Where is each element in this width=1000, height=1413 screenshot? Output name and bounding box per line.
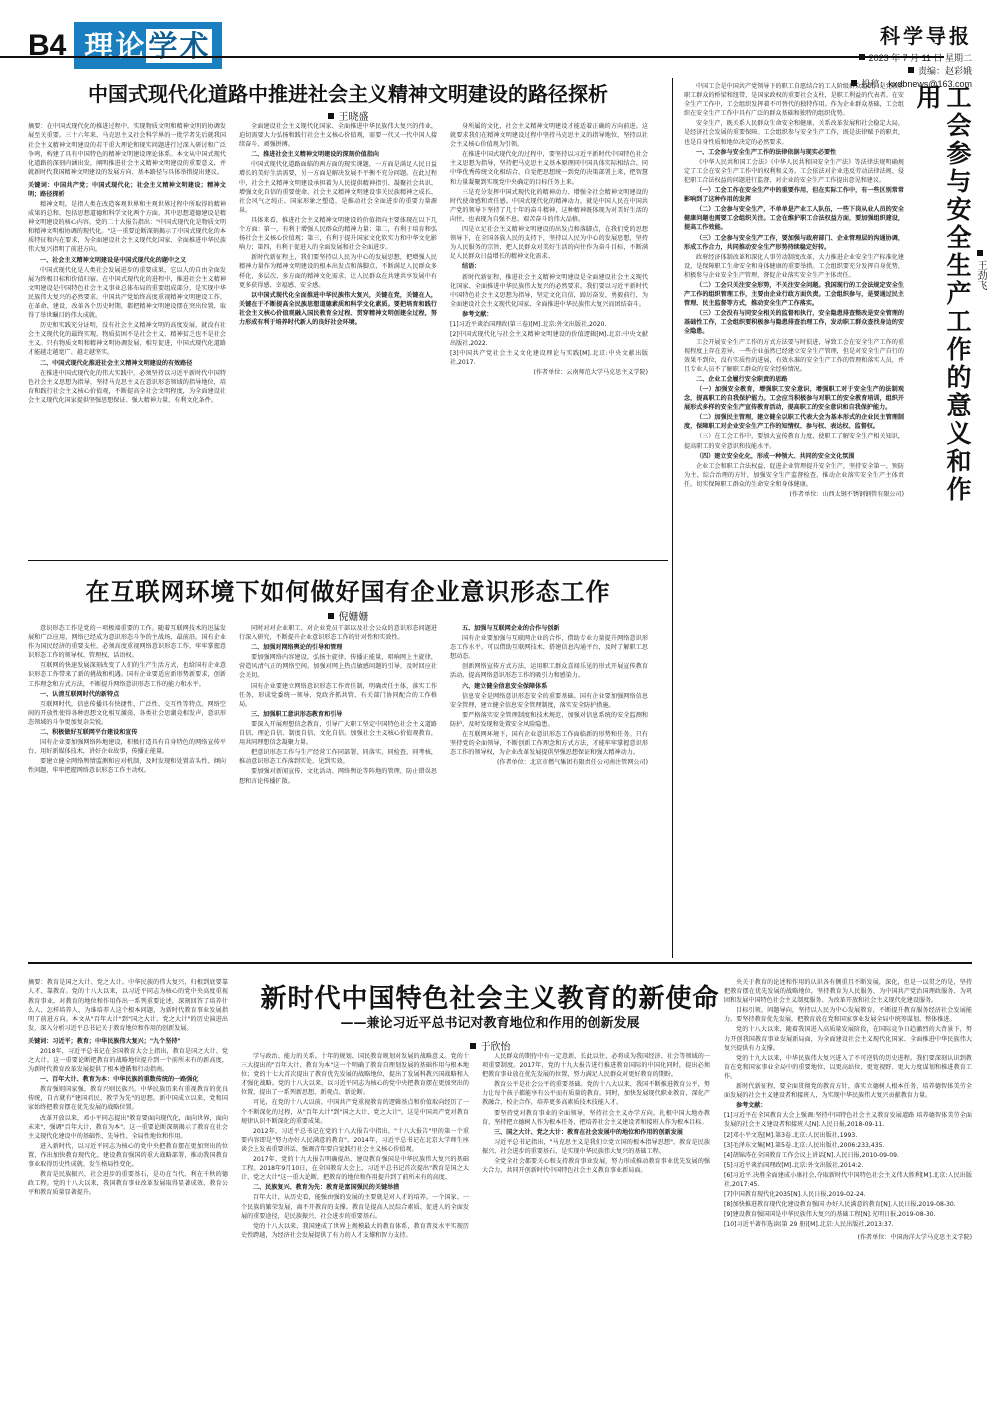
article1-abstract: 摘要：在中国式现代化的推进过程中，实现物质文明和精神文明的协调发展至关重要。三十六年来，马克思主义社会科学界的一批学者先后就我国社会主义精神文明建设的若干重大理论和现实问题进行过深入研讨和广泛争鸣，构建了具有中国特色的精神文明建设理论体系。本文从中国式现代化道路的深刻内涵出发，阐明推进社会主义精神文明建设的重要意义，并就新时代我国精神文明建设的发展方向、基本路径与具体举措提出建议。 bbox=[28, 123, 226, 177]
article4-byline bbox=[250, 1038, 730, 1053]
article3-byline bbox=[28, 608, 668, 623]
article4-column-2 bbox=[241, 1052, 469, 1390]
mail-text: 投稿：kxdbnews@163.com bbox=[861, 79, 972, 89]
article3-subhead: 五、加强与互联网企业的合作与创新 bbox=[462, 625, 560, 632]
article4-para: 进入新时代，以习近平同志为核心的党中央把教育摆在更加突出的位置，作出加快教育现代化、建设教育强国的重大战略部署，推动我国教育事业取得历史性成就、发生格局性变化。 bbox=[28, 1142, 228, 1168]
article2-para: 中国工会是中国共产党领导下的职工自愿结合的工人阶级群众组织，是党联系职工群众的桥梁和纽带，是国家政权的重要社会支柱，是职工利益的代表者。在安全生产工作中，工会组织发挥着不可替代的独特作用。作为企业群众基础，工会组织在安全生产工作中具有广泛的群众基础和独特的组织优势。 bbox=[684, 83, 904, 118]
article2-subhead: 二、企业工会履行安全职责的思路 bbox=[696, 375, 788, 383]
article2-title: 工会参与安全生产工作的意义和作用 bbox=[913, 84, 972, 504]
article4-para: 党的十八大以来，我国建成了世界上规模最大的教育体系，教育普及水平实现历史性跨越，为经济社会发展提供了有力的人才支撑和智力支持。 bbox=[241, 1222, 469, 1239]
article3-para: 要加强对新闻宣传、文化活动、网络舆论等阵地的管理，防止错误思想和言论传播扩散。 bbox=[239, 768, 437, 785]
article1-para: 历史和实践充分证明，没有社会主义精神文明的高度发展，就没有社会主义现代化的最终实现。物质贫困不是社会主义，精神贫乏也不是社会主义。只有物质文明和精神文明协调发展、相互促进，中国式现代化道路才能越走越宽广、越走越坚实。 bbox=[28, 322, 226, 357]
article2-subhead: （一）加强安全教育，增强职工安全意识，增强职工对于安全生产的法制观念，提高职工的自我保护能力。工会应当积极参与对职工的安全教育培训，组织开展形式多样的安全生产宣传教育活动，提高职工的安全意识和自我保护能力。 bbox=[684, 386, 904, 412]
article1-column-2 bbox=[239, 122, 437, 552]
page-mid-rule bbox=[28, 962, 972, 964]
article4-reference: [8]加快推进教育现代化建设教育强国 办好人民满意的教育[N].人民日报,2019-08-30. bbox=[724, 1201, 956, 1209]
article4-para: 2018年，习近平总书记在全国教育大会上指出，教育是国之大计、党之大计。这一重要论断把教育的战略地位提升到一个前所未有的新高度，为新时代教育改革发展提供了根本遵循和行动指南。 bbox=[28, 1047, 228, 1074]
article3-para: 在互联网环境下，国有企业意识形态工作面临新的形势和任务。只有坚持党的全面领导，不断创新工作理念和方式方法，才能牢牢掌握意识形态工作的领导权，为企业改革发展提供坚强思想保证和强大精神动力。 bbox=[450, 731, 648, 757]
article1-subhead: 二、中国式现代化推进社会主义精神文明建设的有效路径 bbox=[40, 359, 193, 367]
article3-para: 国有企业要建立网络意识形态工作责任制，明确责任主体，落实工作任务，形成党委统一领导、党政齐抓共管、有关部门协同配合的工作格局。 bbox=[239, 682, 437, 708]
masthead-editor bbox=[851, 65, 972, 78]
article4-subhead: 参考文献： bbox=[736, 1102, 767, 1110]
date-text: 2023 年 7 月 11 日 星期二 bbox=[868, 53, 972, 63]
article1-byline bbox=[28, 108, 668, 123]
article2-subhead: （三）工会没有与同安全相关的监督和执行，安全隐患排查整改是安全管理的基础性工作，工会组织要积极参与隐患排查治理工作，发动职工群众查找身边的安全隐患。 bbox=[684, 310, 904, 336]
article4-para: 全党全社会都要关心和支持教育事业发展，努力形成推动教育事业优先发展的强大合力，共同开创新时代中国特色社会主义教育事业新局面。 bbox=[482, 1158, 710, 1175]
article1-reference: [2]中国式现代化与社会主义精神文明建设的价值逻辑[M].北京:中央文献出版社,2022. bbox=[450, 331, 648, 348]
article1-subhead: 一、社会主义精神文明建设是中国式现代化的题中之义 bbox=[40, 256, 187, 264]
article2-para: 政府经济体制改革和深化人事劳动制度改革，大力推进企业安全生产标准化建设，是保障职工生命安全和身体健康的重要举措。工会组织要充分发挥自身优势，积极参与企业安全生产管理，督促企业落实安全生产主体责任。 bbox=[684, 253, 904, 279]
masthead-date bbox=[851, 52, 972, 65]
article2-byline bbox=[973, 250, 988, 290]
article4-para: 央关于教育的论述和作用的认识各有侧重且不断发展，深化，但是一以贯之的是，坚持把教育摆在优先发展的战略地位，坚持教育为人民服务、为中国共产党治国理政服务、为巩固和发展中国特色社会主义制度服务、为改革开放和社会主义现代化建设服务。 bbox=[724, 979, 972, 1005]
article1-column-1 bbox=[28, 122, 226, 552]
article4-para: 百年大计，从历史看，能强由强的发展的主要就是对人才的培养。一个国家、一个民族的繁荣发展，离不开教育的支撑。教育是提高人民综合素质、促进人的全面发展的重要途径，是民族振兴、社会进步的重要基石。 bbox=[241, 1194, 469, 1220]
article4-para: 2017年，党的十九大报告明确提出，建设教育强国是中华民族伟大复兴的基础工程。2018年9月10日，在全国教育大会上，习近平总书记首次提出"教育是国之大计、党之大计"这一重大论断，把教育的地位和作用提升到了前所未有的高度。 bbox=[241, 1156, 469, 1182]
article1-para: 新时代新征程上，我们要坚持以人民为中心的发展思想，把增强人民精神力量作为精神文明建设的根本出发点和落脚点，不断满足人民群众多样化、多层次、多方面的精神文化需求，让人民群众在共建共享发展中有更多获得感、幸福感、安全感。 bbox=[239, 254, 437, 289]
article4-reference: [1]习近平在全国教育大会上强调:坚持中国特色社会主义教育发展道路 培养德智体美劳全面发展的社会主义建设者和接班人[N].人民日报,2018-09-11. bbox=[724, 1112, 972, 1129]
article4-subtitle: ——兼论习近平总书记对教育地位和作用的创新发展 bbox=[340, 1016, 640, 1031]
article1-subhead: 结语： bbox=[462, 263, 481, 271]
article3-para: 信息安全是网络意识形态安全的重要基础。国有企业要加强网络信息安全管理，建立健全信息安全管理制度，落实安全防护措施。 bbox=[450, 692, 648, 709]
article4-reference: [10]习近平著作选读(第 29 册)[M].北京:人民出版社,2013:37. bbox=[724, 1221, 894, 1229]
article4-para: 要坚持党对教育事业的全面领导，坚持社会主义办学方向，扎根中国大地办教育，坚持把立德树人作为根本任务，把培养社会主义建设者和接班人作为根本目标。 bbox=[482, 1109, 710, 1126]
article1-subhead: 二、推进社会主义精神文明建设的深刻价值指向 bbox=[251, 151, 379, 159]
article2-subhead: （四）建立安全化化，形成一种领大、共同的安全文化氛围 bbox=[696, 452, 855, 460]
bullet-icon bbox=[470, 1043, 476, 1049]
article1-para: 中国式现代化道路面临的两方面的现实课题，一方面是满足人民日益增长的美好生活需要，另一方面是解决发展不平衡不充分问题。在此过程中，社会主义精神文明建设承担着为人民提供精神指引、凝聚社会共识、增强文化自信的重要使命。社会主义精神文明建设事关民族精神之成长、社会风气之纯正、国家形象之塑造，是推动社会全面进步的重要力量源泉。 bbox=[239, 161, 437, 214]
article3-top-rule bbox=[28, 560, 668, 561]
bullet-icon bbox=[328, 613, 334, 619]
article4-unit: (作者单位：中国海洋大学马克思主义学院) bbox=[857, 1234, 972, 1242]
article4-para: 目标引领、问题导向，坚持以人民为中心发展教育，不断提升教育服务经济社会发展能力。要坚持教育优先发展，把教育放在党和国家事业发展全局中统筹谋划、整体推进。 bbox=[724, 1007, 972, 1024]
article1-para: 全面建设社会主义现代化国家、全面推进中华民族伟大复兴的伟业，迫切需要大力弘扬和践行社会主义核心价值观，需要一代又一代中国人接续奋斗、顽强拼搏。 bbox=[239, 123, 437, 149]
bullet-icon bbox=[977, 250, 983, 256]
article3-column-1 bbox=[28, 624, 226, 952]
article2-author: 王劲飞 bbox=[975, 260, 986, 290]
article4-subhead: 一、百年大计、教育为本：中华民族的重数传统的一路强化 bbox=[40, 1076, 199, 1084]
article4-para: 学与政治、能力的关系。十年的规划、国民教育规划对发展的战略意义。党的十三大提出的"百年大计、教育为本"这一个明确了教育自理划发展的基础作用与根本地位；党的十七大首次提出了教育优先发展的战略地位，提出了发展科教兴国战略和人才强化战略。党的十八大以来，以习近平同志为核心的党中央把教育摆在更加突出的位置，提出了一系列新思想、新观点、新论断。 bbox=[241, 1053, 469, 1097]
article3-unit: (作者单位：北京市燃气集团有限责任公司南注管网公司) bbox=[496, 759, 648, 767]
article1-para: 新时代新征程，推进社会主义精神文明建设是全面建设社会主义现代化国家、全面推进中华民族伟大复兴的必然要求。我们要以习近平新时代中国特色社会主义思想为指导，坚定文化自信，踔厉奋发、勇毅前行，为全面建设社会主义现代化国家、全面推进中华民族伟大复兴而团结奋斗。 bbox=[450, 273, 648, 308]
article3-column-3 bbox=[450, 624, 648, 952]
article1-keywords: 关键词：中国共产党；中国式现代化；社会主义精神文明建设；精神文明；路径探析 bbox=[28, 181, 226, 198]
article1-para: 四是立足社会主义精神文明建设的出发点和落脚点，在我们党的思想领导下，在全国各族人民的支持下，坚持以人民为中心的发展思想，坚持为人民服务的宗旨，把人民群众对美好生活的向往作为奋斗目标，不断满足人民群众日益增长的精神文化需求。 bbox=[450, 226, 648, 261]
article1-subhead: 以中国式现代化全面推进中华民族伟大复兴，关键在党，关键在人，关键在于不断提高全民族思想道德素质和科学文化素质。要把培育和践行社会主义核心价值观融入国民教育全过程、贯穿精神文明创建全过程，努力形成有利于培养时代新人的良好社会环境。 bbox=[239, 291, 437, 326]
article3-para: 把意识形态工作与生产经营工作同部署、同落实、同检查、同考核，推动意识形态工作落到实处、见到实效。 bbox=[239, 749, 437, 766]
article3-subhead: 一、认清互联网时代的新特点 bbox=[40, 690, 120, 698]
editor-text: 责编：赵彩娥 bbox=[917, 66, 972, 76]
article1-para: 具体来看，推进社会主义精神文明建设的价值指向主要体现在以下几个方面：第一，有利于增强人民群众的精神力量；第二，有利于培育和弘扬社会主义核心价值观；第三，有利于提升国家文化软实力和中华文化影响力；第四，有利于促进人的全面发展和社会全面进步。 bbox=[239, 216, 437, 252]
article4-subhead: 二、民族复兴、教育为先：教育是富国强民的关键举措 bbox=[253, 1184, 400, 1192]
article3-title: 在互联网环境下如何做好国有企业意识形态工作 bbox=[85, 578, 611, 606]
article3-subhead: 二、积极做好互联网平台建设和宣传 bbox=[40, 729, 138, 737]
article2-subhead: （二）工会参与安全生产，不单单是产业工人队伍，一些下岗从业人员的安全健康问题也需要工会组织关注。工会在维护职工合法权益方面，要加强组织建设，提高工作效能。 bbox=[684, 206, 904, 232]
article4-keywords: 关键词：习近平；教育；中华民族伟大复兴；"九个坚持" bbox=[28, 1037, 181, 1045]
article1-column-3 bbox=[450, 122, 648, 552]
article4-reference: [7]中国教育现代化2035[N].人民日报,2019-02-24. bbox=[724, 1191, 866, 1199]
article2-para: 企业工会和职工合法权益、促进企业管理提升安全生产，坚持安全第一、预防为主、综合治理的方针，加强安全生产监督检查，推动企业落实安全生产主体责任，切实保障职工群众的生命安全和身体健康。 bbox=[684, 462, 904, 488]
article3-para: 要深入开展理想信念教育，引导广大职工坚定中国特色社会主义道路自信、理论自信、制度自信、文化自信。加强社会主义核心价值观教育，用共同理想信念凝聚力量。 bbox=[239, 720, 437, 747]
bullet-icon bbox=[908, 67, 914, 73]
article2-subhead: （三）工会参与安全生产工作，要加强与政府部门、企业管理层的沟通协调，形成工作合力，共同推动安全生产形势持续稳定好转。 bbox=[684, 234, 904, 251]
article4-para: 党的十九大以来，中华民族伟大复兴进入了不可逆转的历史进程。我们要深刻认识到教育在党和国家事业全局中的重要地位，以更高站位、更宽视野、更大力度谋划和推进教育工作。 bbox=[724, 1054, 972, 1080]
article4-para: 党的十八大以来，随着我国进入高质量发展阶段，在国际竞争日趋激烈的大背景下，努力开创我国教育事业发展新局面，为全面建设社会主义现代化国家、全面推进中华民族伟大复兴提供有力支撑。 bbox=[724, 1026, 972, 1052]
article1-reference: [1]习近平谈治国理政(第三卷)[M].北京:外文出版社,2020. bbox=[450, 320, 607, 328]
article3-para: 互联网时代，信息传播具有快捷性、广泛性、交互性等特点。网络空间的开放性使得各种思想文化相互激荡，各类社会思潮竞相发声，意识形态领域的斗争更加复杂尖锐。 bbox=[28, 700, 226, 726]
article4-title: 新时代中国特色社会主义教育的新使命 bbox=[260, 984, 720, 1014]
article3-subhead: 六、建立健全信息安全保障体系 bbox=[462, 682, 548, 690]
article1-para: 身所属的文化，社会主义精神文明建设才能适着正确的方向前进。这就要求我们在精神文明建设过程中坚持马克思主义的指导地位，坚持以社会主义核心价值观为引领。 bbox=[450, 123, 648, 149]
article3-author: 倪姗姗 bbox=[338, 612, 369, 623]
article3-subhead: 三、加强职工意识形态教育和引导 bbox=[251, 710, 343, 718]
article3-para: 意识形态工作是党的一项极端重要的工作。随着互联网技术的迅猛发展和广泛应用，网络已经成为意识形态斗争的主战场、最前沿。国有企业作为国民经济的重要支柱，必须高度重视网络意识形态工作，牢牢掌握意识形态工作的领导权、管理权、话语权。 bbox=[28, 625, 226, 660]
article4-para: 新时代新征程，要全面贯彻党的教育方针，落实立德树人根本任务，培养德智体美劳全面发展的社会主义建设者和接班人，为实现中华民族伟大复兴贡献教育力量。 bbox=[724, 1083, 972, 1100]
article3-para: 要建立健全网络舆情监测和应对机制，及时发现和处置苗头性、倾向性问题，牢牢把握网络意识形态工作主动权。 bbox=[28, 758, 226, 775]
article4-reference: [5]习近平谈治国理政[M].北京:外文出版社,2014:2. bbox=[724, 1161, 864, 1169]
article3-para: 互联网的快速发展深刻改变了人们的生产生活方式，也给国有企业意识形态工作带来了新的挑战和机遇。国有企业要适应新形势新要求，创新工作理念和方式方法，不断提升网络意识形态工作的能力和水平。 bbox=[28, 662, 226, 688]
article1-para: 中国式现代化是人类社会发展进步的重要成果，它以人的自由全面发展为终极目标和价值归宿。在中国式现代化的进程中，推进社会主义精神文明建设是中国特色社会主义事业总体布局的重要组成部分，是实现中华民族伟大复兴的必然要求。中国共产党始终高度重视精神文明建设工作，在革命、建设、改革各个历史时期，都把精神文明建设摆在突出位置，取得了举世瞩目的伟大成就。 bbox=[28, 266, 226, 320]
article4-column-1 bbox=[28, 978, 228, 1390]
article1-reference: [3]中国共产党社会主义文化建设理论与实践[M].北京:中央文献出版社,2017. bbox=[450, 350, 648, 367]
article1-para: 在推进中国式现代化的伟大实践中，必须坚持以习近平新时代中国特色社会主义思想为指导，坚持马克思主义在意识形态领域的指导地位，培育和践行社会主义核心价值观，不断提高全社会文明程度，为全面建设社会主义现代化国家提供坚强思想保证、强大精神力量、有利文化条件。 bbox=[28, 369, 226, 404]
section-badge bbox=[74, 22, 222, 69]
article3-para: 要严格落实安全管理制度和技术规范，加强对信息系统的安全监测和防护，及时发现和处置安全风险隐患。 bbox=[450, 711, 648, 728]
article2-para: 《中华人民共和国工会法》《中华人民共和国安全生产法》等法律法规明确规定了工会在安全生产工作中的权利和义务。工会依法对企业违反劳动法律法规、侵犯职工合法权益的问题进行监督，对企业的安全生产工作提出意见和建议。 bbox=[684, 158, 904, 184]
article4-reference: [2]邓小平文选[M].第3卷.北京:人民出版社,1993. bbox=[724, 1131, 858, 1139]
article4-reference: [6]习近平.决胜全面建成小康社会,夺取新时代中国特色社会主义伟大胜利[M].北京:人民出版社,2017:45. bbox=[724, 1171, 972, 1188]
article2-subhead: 一、工会参与安全生产工作的法律依据与现实必要性 bbox=[696, 148, 837, 156]
article3-subhead: 二、加强对网络舆论的引导和管理 bbox=[251, 644, 343, 652]
paper-name: 科学导报 bbox=[880, 26, 972, 48]
rail-divider bbox=[672, 78, 673, 958]
article4-para: 改革开放以来，邓小平同志提出"教育要面向现代化，面向世界，面向未来"，强调"百年大计，教育为本"。这一重要论断深刻揭示了教育在社会主义现代化建设中的基础性、先导性、全局性地位和作用。 bbox=[28, 1114, 228, 1140]
article3-para: 要加强网络内容建设，弘扬主旋律、传播正能量，唱响网上主旋律，营造风清气正的网络空间。加强对网上热点敏感问题的引导，及时回应社会关切。 bbox=[239, 654, 437, 680]
article2-column-1 bbox=[684, 82, 904, 942]
article1-para: 三是充分发挥中国式现代化的精神动力、增强全社会精神文明建设的时代使命感和责任感。中国式现代化的精神动力，就是中国人民在中国共产党的领导下坚持了几十年的奋斗精神，这种精神既体现为对美好生活的向往，也表现为自强不息、艰苦奋斗的伟大品格。 bbox=[450, 188, 648, 223]
article4-para: 教育公平是社会公平的重要基础。党的十八大以来，我国不断推进教育公平，努力让每个孩子都能享有公平而有质量的教育。同时，加快发展现代职业教育，深化产教融合、校企合作，培养更多高素质技术技能人才。 bbox=[482, 1081, 710, 1107]
article4-subhead: 三、国之大计、党之大计：教育在社会发展中的地位和作用的创新发展 bbox=[494, 1128, 683, 1136]
article2-subhead: （二）工会只关注安全形势，不关注安全问题。我国现行的工会法规定安全生产工作的组织管理工作，主要由企业行政方面负责。工会组织参与，是要通过民主管理、民主监督等方式，推动安全生产工作落实。 bbox=[684, 281, 904, 308]
article4-para: 人民群众的期待中有一定意新、长此以往、必将成为我国经济、社会等领域的一项重要制度。2017年，党的十九大报告进行推进教育国际的中国化同时，提出必须把教育事业放在优先发展的位置，努力满足人民群众对更好教育的期盼。 bbox=[482, 1053, 710, 1079]
article4-abstract: 摘要：教育是国之大计、党之大计。中华民族的伟大复兴，归根到底要靠人才、靠教育。党的十八大以来，以习近平同志为核心的党中央高度重视教育事业，对教育的地位和作用作出一系列重要论述，深刻回答了培养什么人、怎样培养人、为谁培养人这个根本问题，为新时代教育事业发展指明了前进方向。本文从"百年大计"到"国之大计、党之大计"的历史演进出发，深入分析习近平总书记关于教育地位和作用的创新发展。 bbox=[28, 979, 228, 1033]
article1-title: 中国式现代化道路中推进社会主义精神文明建设的路径探析 bbox=[88, 82, 608, 106]
article2-para: 安全生产，既关系人民群众生命安全和健康，关系改革发展和社会稳定大局，是经济社会发展的重要保障。工会组织参与安全生产工作，既是法律赋予的职责，也是自身性质和地位决定的必然要求。 bbox=[684, 120, 904, 146]
article4-para: 教育是民族振兴、社会进步的重要基石，是功在当代、利在千秋的德政工程。党的十八大以来，我国教育事业改革发展取得显著成效，教育公平和教育质量显著提升。 bbox=[28, 1171, 228, 1197]
article4-author: 于欣怡 bbox=[480, 1042, 511, 1053]
article4-reference: [3]毛泽东文集[M].第5卷.北京:人民出版社,2006:233,435. bbox=[724, 1141, 885, 1149]
article3-para: 同时对对企业职工、对企业党员干部以及社会公众的意识形态问题进行深入研究，不断提升企业意识形态工作的针对性和实效性。 bbox=[239, 625, 437, 642]
article3-column-2 bbox=[239, 624, 437, 952]
article4-reference: [4]胡锦涛在全国教育工作会议上讲话[N].人民日报,2010-09-09. bbox=[724, 1151, 899, 1159]
section-label-2: 学术 bbox=[148, 29, 211, 63]
article2-subhead: （二）加强民主管理，建立健全以职工代表大会为基本形式的企业民主管理制度，保障职工对企业安全生产工作的知情权、参与权、表达权、监督权。 bbox=[684, 414, 904, 431]
article4-para: 可见，在党的十八大以前，中国共产党重视教育的逻辑基点和价值取向经历了一个不断深化的过程，从"百年大计"到"国之大计、党之大计"，这是中国共产党对教育规律认识不断深化的重要成果。 bbox=[241, 1099, 469, 1125]
article2-para: （三）在工会工作中，要加大宣传教育力度，使职工了解安全生产相关知识，提高职工的安全意识和技能水平。 bbox=[684, 433, 904, 450]
article3-para: 创新网络宣传方式方法，运用职工群众喜闻乐见的形式开展宣传教育活动，提高网络意识形态工作的吸引力和感染力。 bbox=[450, 663, 648, 680]
article3-para: 国有企业要加强与互联网企业的合作，借助专业力量提升网络意识形态工作水平。可以借助互联网技术，搭建信息沟通平台，及时了解职工思想动态。 bbox=[450, 635, 648, 661]
article1-subhead: 参考文献： bbox=[462, 310, 493, 318]
article2-unit: (作者单位：山西太钢不锈钢钢管有限公司) bbox=[789, 491, 904, 499]
article2-para: 工会开展安全生产工作的方式方法要与时俱进，导致工会在安全生产工作的重视程度上存在差异，一些企业虽然已经建立安全生产管理，但是对安全生产自行的效果不到位，没有实质性的进展，有效水准的安全生产工作的管理和落实人员，并且专业人员不了解职工群众的安全经验情况。 bbox=[684, 338, 904, 373]
article1-unit: (作者单位：云南师范大学马克思主义学院) bbox=[533, 369, 648, 377]
article3-para: 国有企业要加强网络阵地建设，积极打造具有自身特色的网络宣传平台，用好新媒体技术，讲好企业故事，传播正能量。 bbox=[28, 739, 226, 756]
section-label-1: 理论 bbox=[84, 29, 147, 63]
article1-author: 王晓盛 bbox=[338, 112, 369, 123]
page-number: B4 bbox=[28, 28, 67, 62]
article1-para: 精神文明，是指人类在改造客观世界和主观世界过程中所取得的精神成果的总和，包括思想道德和科学文化两个方面，其中思想道德建设是精神文明建设的核心内容。党的二十大报告指出："中国式现代化是物质文明和精神文明相协调的现代化。"这一重要论断深刻揭示了中国式现代化的本质特征和内在要求，为全面建设社会主义现代化国家、全面推进中华民族伟大复兴指明了前进方向。 bbox=[28, 200, 226, 254]
article4-column-3 bbox=[482, 1052, 710, 1390]
masthead bbox=[28, 22, 972, 89]
masthead-left bbox=[28, 22, 222, 69]
masthead-rule bbox=[0, 56, 944, 58]
article4-para: 2012年，习近平总书记在党的十八大报告中指出，"十八大报告"里的第一个重要内容即是"努力办好人民满意的教育"。2014年，习近平总书记在北京大学师生座谈会上发表重要讲话，强调青年要自觉践行社会主义核心价值观。 bbox=[241, 1127, 469, 1153]
article4-para: 习近平总书记指出，"马克思主义是我们立党立国的根本指导思想"。教育是民族振兴、社会进步的重要基石，是实现中华民族伟大复兴的基础工程。 bbox=[482, 1138, 710, 1155]
article1-para: 在推进中国式现代化的过程中，要坚持以习近平新时代中国特色社会主义思想为指导，坚持把马克思主义基本原理同中国具体实际相结合、同中华优秀传统文化相结合，自觉把思想统一到党的决策部署上来，把智慧和力量凝聚到实现党中央确定的目标任务上来。 bbox=[450, 151, 648, 186]
article4-para: 教育强则国家强，教育兴则民族兴。中华民族历来有重视教育的优良传统，自古就有"建国君民、教学为先"的思想。新中国成立以来，党和国家始终把教育摆在优先发展的战略位置。 bbox=[28, 1086, 228, 1112]
article4-column-4 bbox=[724, 978, 972, 1390]
article2-subhead: （一）工会工作在安全生产中的重要作用，但在实际工作中，有一些区别常常影响到了这种作用的发挥 bbox=[684, 187, 904, 204]
bullet-icon bbox=[328, 113, 334, 119]
article4-reference: [9]建设教育强国国是中华民族伟大复兴的基础工程[N].光明日报,2019-08-30. bbox=[724, 1211, 936, 1219]
